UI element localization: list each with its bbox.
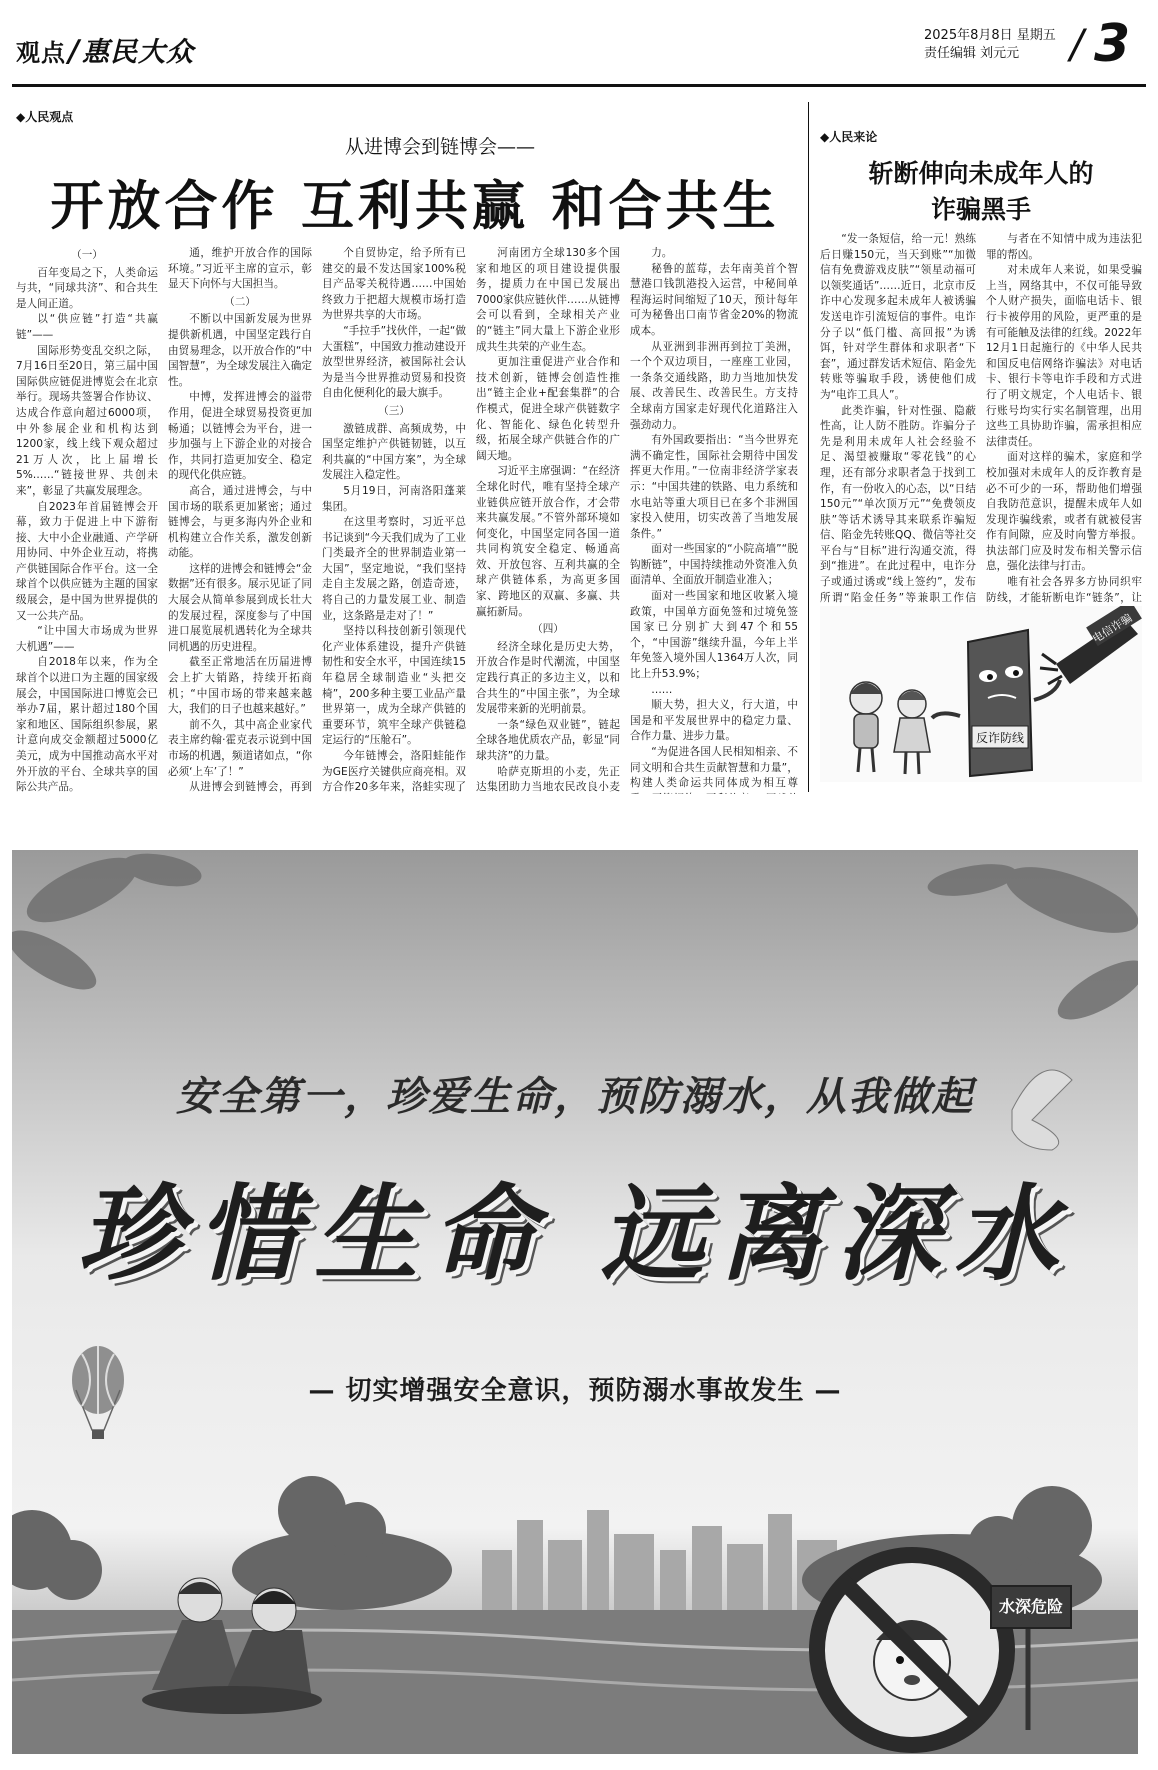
- side-title-line-2: 诈骗黑手: [930, 195, 1031, 224]
- paragraph: 个自贸协定，给予所有已建交的最不发达国家100%税目产品零关税待遇……中国始终致力于把超大规模市场打造为世界共享的大市场。: [322, 247, 466, 322]
- section-heading: （二）: [224, 295, 256, 308]
- anti-fraud-cartoon: [820, 606, 1142, 782]
- masthead-section: [16, 30, 194, 69]
- side-section-label: ◆人民来论: [820, 130, 878, 144]
- paragraph: “发一条短信，给一元！熟练后日赚150元，当天到账”“加微信有免费游戏皮肤”“领星动福可以领奖通话”……近日，北京市反诈中心发现多起未成年人被诱骗发送电诈引流短信的事件。电诈分子以“低门槛、高回报”为诱饵，针对学生群体和求职者“下套”，通过群发话术短信、陷金先转账等骗取手段，诱使他们成为“电诈工具人”。: [820, 233, 976, 401]
- poster-slogan: 安全第一，珍爱生命，预防溺水，从我做起: [176, 1074, 974, 1120]
- paragraph: 自2018年以来，作为全球首个以进口为主题的国家级展会，中国国际进口博览会已举办7届，累计超过180个国家和地区、国际组织参展，累计意向成交金额超过5000亿美元，成为中国推动高水平对外开放的平台、全球共享的国际公共产品。: [16, 656, 158, 794]
- paragraph: “让中国大市场成为世界大机遇”——: [16, 625, 158, 653]
- paragraph: 秘鲁的蓝莓，去年南美首个智慧港口钱凯港投入运营，中秘间单程海运时间缩短了10天，预计每年可为秘鲁出口南节省金20%的物流成本。: [630, 262, 798, 337]
- poster-title: 珍惜生命 远离深水: [77, 1173, 1073, 1295]
- paragraph: 今年链博会，洛阳蛙能作为GE医疗关键供应商亮相。双方合作20多年来，洛蛙实现了: [322, 750, 466, 794]
- page-number: 3: [1094, 14, 1131, 74]
- paragraph: 从进博会到链博会，再到: [189, 781, 312, 794]
- paragraph: 百年变局之下，人类命运与共，“同球共济”、和合共生是人间正道。: [16, 266, 158, 310]
- masthead-slash: /: [68, 34, 80, 69]
- paragraph: 不断以中国新发展为世界提供新机遇，中国坚定践行自由贸易理念，以开放合作的“中国智慧”，为全球发展注入确定性。: [168, 313, 312, 388]
- section-heading: （一）: [71, 249, 103, 261]
- paragraph: 有外国政要指出：“当今世界充满不确定性，国际社会期待中国发挥更大作用。”一位南非经济学家表示：“中国共建的铁路、电力系统和水电站等重大项目已在多个非洲国家投入使用，切实改善了当地发展条件。”: [630, 434, 798, 540]
- side-article-title: [820, 156, 1142, 228]
- section-heading: （三）: [378, 404, 410, 417]
- door-sign-text: 反诈防线: [975, 731, 1025, 745]
- paragraph: 中博，发挥进博会的溢带作用，促进全球贸易投资更加畅通；以链博会为平台，进一步加强与上下游企业的对接合作，共同打造更加安全、稳定的现代化供应链。: [168, 391, 312, 482]
- child-dress: [894, 718, 930, 752]
- paragraph: 坚持以科技创新引领现代化产业体系建设，提升产供链韧性和安全水平，中国连续15年稳居全球制造业“头把交椅”，200多种主要工业品产量世界第一，成为全球产供链的重要环节，筑牢全球产供链稳定运行的“压舱石”。: [322, 625, 466, 747]
- main-column-1: [16, 246, 158, 794]
- paragraph: 高合，通过进博会，与中国市场的联系更加紧密；通过链博会，与更多海内外企业和机构建立合作关系，激发创新动能。: [168, 484, 312, 560]
- paragraph: 自2023年首届链博会开幕，致力于促进上中下游衔接、大中小企业融通、产学研用协同、中外企业互动，将携产供链国际合作平台。这一全球首个以供应链为主题的国家级展会，是中国为世界提供的又一公共产品。: [16, 500, 158, 622]
- paragraph: 以“供应链”打造“共赢链”——: [16, 313, 158, 341]
- column-divider: [808, 102, 809, 792]
- paragraph: 前不久，其中高企业家代表主席约翰·霍克表示说到中国市场的机遇，频道诸如点，“你必须‘上车’了！”: [168, 718, 312, 778]
- paragraph: 对未成年人来说，如果受骗上当，网络其中，不仅可能导致个人财产损失，面临电话卡、银行卡被停用的风险，更严重的是有可能触及法律的红线。2022年12月1日起施行的《中华人民共和国反电信网络诈骗法》对电话卡、银行卡等电诈手段和方式进行了明文规定，个人电话卡、银行账号均实行实名制管理，出用这些工具协助诈骗，需承担相应法律责任。: [986, 264, 1142, 448]
- paragraph: 面对一些国家和地区收紧入境政策，中国单方面免签和过境免签国家已分别扩大到47个和55个，“中国游”继续升温，今年上半年免签入境外国人1364万人次，同比上升53.9%；: [630, 590, 798, 681]
- side-column-1: [820, 232, 976, 604]
- issue-date: 2025年8月8日 星期五: [924, 28, 1056, 43]
- paragraph: “为促进各国人民相知相亲、不同文明和合共生贡献智慧和力量”，构建人类命运共同体成为相互尊: [630, 746, 798, 790]
- main-column-5: [630, 246, 798, 794]
- paragraph: 河南团方全球130多个国家和地区的项目建设提供服务，提质力在中国已发展出7000家供应链伙伴……从链博会可以看到，全球相关产业的“链主”同大量上下游企业形成共生共荣的产业生态。: [476, 247, 620, 353]
- paragraph: 国际形势变乱交织之际，7月16日至20日，第三届中国国际供应链促进博览会在北京举行。现场共签署合作协议、达成合作意向超过6000项，中外参展企业和机构达到1200家，线上线下观众超过21万人次，比上届增长5%……“链接世界、共创未来”，彰显了共赢发展理念。: [16, 344, 158, 497]
- claw-label: 电信诈骗: [1090, 611, 1135, 646]
- paragraph: 顺大势，担大义，行大道，中国是和平发展世界中的稳定力量、合作力量、进步力量。: [630, 699, 798, 743]
- article-headline: 开放合作 互利共赢 和合共生: [50, 176, 780, 237]
- poster-subtitle: — 切实增强安全意识，预防溺水事故发生 —: [308, 1376, 842, 1406]
- paragraph: 这样的进博会和链博会“金数据”还有很多。展示见证了同大展会从简单参展到成长壮大的发展过程，深度参与了中国进口展览展机遇转化为全球共同机遇的历史进程。: [168, 562, 312, 653]
- main-section-label: ◆人民观点: [16, 110, 74, 124]
- main-column-2: [168, 246, 312, 794]
- section-heading: （四）: [532, 623, 564, 636]
- paragraph: 通，维护开放合作的国际环境。”习近平主席的宣示，彰显天下向怀与大国担当。: [168, 247, 312, 291]
- masthead-rule: [12, 84, 1146, 87]
- paragraph: 激链成群、高频成势，中国坚定维护产供链韧链，以互利共赢的“中国方案”，为全球发展注入稳定性。: [322, 422, 466, 482]
- paragraph: 更加注重促进产业合作和技术创新，链博会创造性推出“链主企业+配套集群”的合作模式，促进全球产供链数字化、智能化、绿色化转型升级，拓展全球产供链合作的广阔天地。: [476, 356, 620, 462]
- shield-door: [968, 630, 1032, 776]
- paragraph: ……: [651, 683, 673, 696]
- side-title-line-1: 斩断伸向未成年人的: [868, 159, 1094, 188]
- paragraph: 哈萨克斯坦的小麦，先正达集团助力当地农民改良小麦: [476, 765, 620, 794]
- brand-name: 惠民大众: [81, 37, 194, 68]
- section-name: 观点: [16, 38, 66, 67]
- drowning-prevention-poster: [12, 850, 1138, 1754]
- paragraph: 5月19日，河南洛阳蓬莱集团。: [322, 484, 466, 513]
- paragraph: 与者在不知情中成为违法犯罪的帮凶。: [986, 233, 1142, 261]
- paragraph: 在这里考察时，习近平总书记谈到“今天我们成为了工业门类最齐全的世界制造业第一大国”，坚定地说，“我们坚持走自主发展之路，创造奇迹，将自己的力量发展工业、制造业，这条路是走对了！”: [322, 516, 466, 622]
- paragraph: 一条“绿色双业链”，链起全球各地优质农产品，彰显“同球共济”的力量。: [476, 718, 620, 762]
- child-body-left: [854, 714, 878, 748]
- paragraph: 习近平主席强调：“在经济全球化时代，唯有坚持全球产业链供应链开放合作，才会带来共赢发展。”不管外部环境如何变化，中国坚定同各国一道共同构筑安全稳定、畅通高效、开放包容、互利共赢的全球产供链体系，为高更多国家、跨地区的双赢、多赢、共赢拓新局。: [476, 465, 620, 618]
- page-slash: /: [1070, 22, 1084, 68]
- main-column-3: [322, 246, 466, 794]
- main-column-4: [476, 246, 620, 794]
- paragraph: “手拉手”找伙伴，一起“做大蛋糕”，中国致力推动建设开放型世界经济，被国际社会认为是当今世界推动贸易和投资自由化便利化的最大旗手。: [322, 324, 466, 400]
- editor-credit: 责任编辑 刘元元: [924, 46, 1020, 61]
- paragraph: 截至正常地活在历届进博会上扩大销路，持续开拓商机；“中国市场的带来越来越大，我们的日子也越来越好。”: [168, 656, 312, 716]
- paragraph: 此类诈骗，针对性强、隐蔽性高，让人防不胜防。诈骗分子先是利用未成年人社会经验不足、渴望被赚取“零花钱”的心理，还有部分求职者急于找到工作，有一份收入的心态，以“日结150元”“单次顶万元”“免费领皮肤”等话术诱导其来联系诈骗短信、陷金先转账QQ、微信等社交平台与“目标”进行沟通交流，得到“推进”。在此过程中，电诈分子或通过诱或“线上签约”，发布所谓“陷金任务”等兼职工作信: [820, 404, 976, 604]
- paragraph: 从亚洲到非洲再到拉丁美洲，一个个双边项目，一座座工业园，一条条交通线路，助力当地加快发展、改善民生、改善民生。方支持全球南方国家走好现代化道路注入强劲动力。: [630, 340, 798, 431]
- paragraph: 唯有社会各界多方协同织牢防线，才能斩断电诈“链条”，让: [986, 576, 1142, 604]
- paragraph: 面对一些国家的“小院高墙”“脱钩断链”，中国持续推动外资准入负面清单、全面放开制造业准入；: [630, 543, 798, 587]
- article-subhead: 从进博会到链博会——: [344, 136, 535, 158]
- paragraph: 面对这样的骗术，家庭和学校加强对未成年人的反诈教育是必不可少的一环，帮助他们增强自我防范意识，提醒未成年人如发现诈骗线索，或者有就被侵害作有间隙，应及时向警方举报。执法部门应及时发布相关警示信息，强化法律与打击。: [986, 451, 1142, 573]
- poster-background: [12, 850, 1138, 1754]
- side-column-2: [986, 232, 1142, 604]
- paragraph: 经济全球化是历史大势，开放合作是时代潮流，中国坚定践行真正的多边主义，以和合共生的“中国主张”，为全球发展带来新的光明前景。: [476, 640, 620, 716]
- no-swimming-sign: [817, 1555, 1007, 1745]
- paragraph: 力。: [651, 247, 673, 259]
- danger-sign: 水深危险: [990, 1585, 1072, 1629]
